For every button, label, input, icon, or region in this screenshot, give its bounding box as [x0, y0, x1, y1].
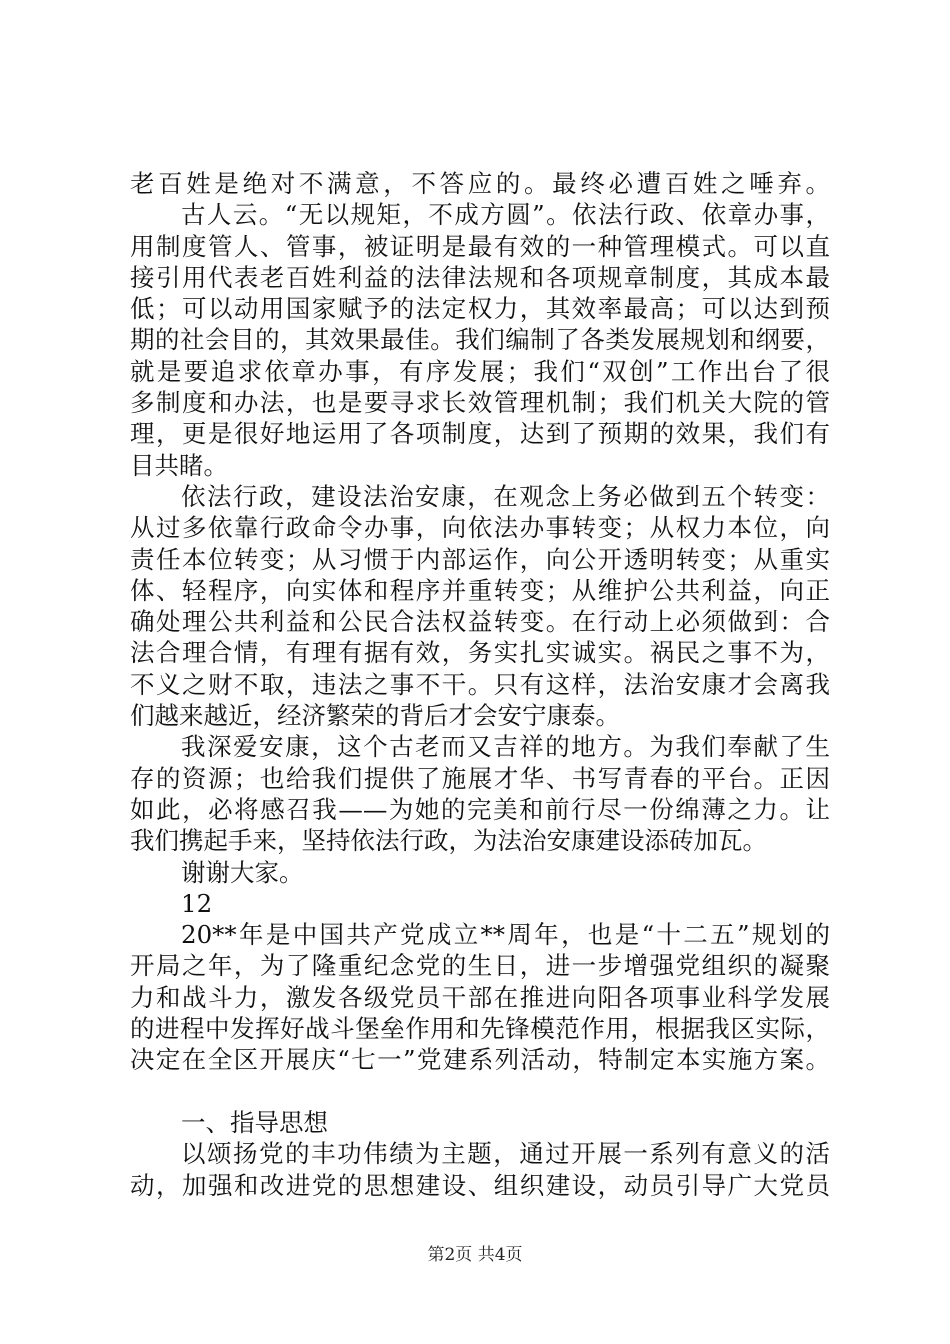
text-line: 低；可以动用国家赋予的法定权力，其效率最高；可以达到预: [130, 294, 830, 324]
text-line: 以颂扬党的丰功伟绩为主题，通过开展一系列有意义的活: [181, 1139, 830, 1169]
text-line: 用制度管人、管事，被证明是最有效的一种管理模式。可以直: [130, 231, 830, 261]
text-line: 我们携起手来，坚持依法行政，为法治安康建设添砖加瓦。: [130, 826, 767, 856]
text-line: 力和战斗力，激发各级党员干部在推进向阳各项事业科学发展: [130, 982, 830, 1012]
text-line: 多制度和办法，也是要寻求长效管理机制；我们机关大院的管: [130, 388, 830, 418]
text-line: 法合理合情，有理有据有效，务实扎实诚实。祸民之事不为，: [130, 638, 830, 668]
text-line: 谢谢大家。: [181, 857, 304, 887]
text-line: 老百姓是绝对不满意，不答应的。最终必遭百姓之唾弃。: [130, 169, 830, 198]
text-line: 们越来越近，经济繁荣的背后才会安宁康泰。: [130, 701, 620, 731]
text-line: 开局之年，为了隆重纪念党的生日，进一步增强党组织的凝聚: [130, 951, 830, 981]
text-line: 决定在全区开展庆“七一”党建系列活动，特制定本实施方案。: [130, 1045, 830, 1075]
text-line: 责任本位转变；从习惯于内部运作，向公开透明转变；从重实: [130, 544, 830, 574]
blank-line: [130, 1076, 830, 1107]
section-heading: 一、指导思想: [181, 1107, 328, 1137]
text-line: 20**年是中国共产党成立**周年，也是“十二五”规划的: [181, 920, 830, 950]
text-line: 就是要追求依章办事，有序发展；我们“双创”工作出台了很: [130, 356, 830, 386]
text-line: 目共睹。: [130, 450, 228, 480]
text-line: 存的资源；也给我们提供了施展才华、书写青春的平台。正因: [130, 763, 830, 793]
text-line: 期的社会目的，其效果最佳。我们编制了各类发展规划和纲要，: [130, 325, 830, 355]
text-line: 我深爱安康，这个古老而又吉祥的地方。为我们奉献了生: [181, 732, 830, 762]
page-footer: [0, 1240, 950, 1265]
text-line: 接引用代表老百姓利益的法律法规和各项规章制度，其成本最: [130, 262, 830, 292]
text-line: 确处理公共利益和公民合法权益转变。在行动上必须做到：合: [130, 607, 830, 637]
text-line: 理，更是很好地运用了各项制度，达到了预期的效果，我们有: [130, 419, 830, 449]
text-line: 如此，必将感召我——为她的完美和前行尽一份绵薄之力。让: [130, 794, 830, 824]
text-line: 的进程中发挥好战斗堡垒作用和先锋模范作用，根据我区实际，: [130, 1014, 830, 1044]
text-line: 不义之财不取，违法之事不干。只有这样，法治安康才会离我: [130, 669, 830, 699]
text-line: 体、轻程序，向实体和程序并重转变；从维护公共利益，向正: [130, 575, 830, 605]
document-body: [130, 168, 830, 1201]
text-line: 依法行政，建设法治安康，在观念上务必做到五个转变：: [181, 481, 830, 511]
page-number: 第2页 共4页: [427, 1245, 523, 1265]
text-line: 古人云。“无以规矩，不成方圆”。依法行政、依章办事，: [181, 200, 830, 230]
text-line: 动，加强和改进党的思想建设、组织建设，动员引导广大党员: [130, 1170, 830, 1200]
text-line: 从过多依靠行政命令办事，向依法办事转变；从权力本位，向: [130, 513, 830, 543]
text-line: 12: [181, 888, 213, 918]
